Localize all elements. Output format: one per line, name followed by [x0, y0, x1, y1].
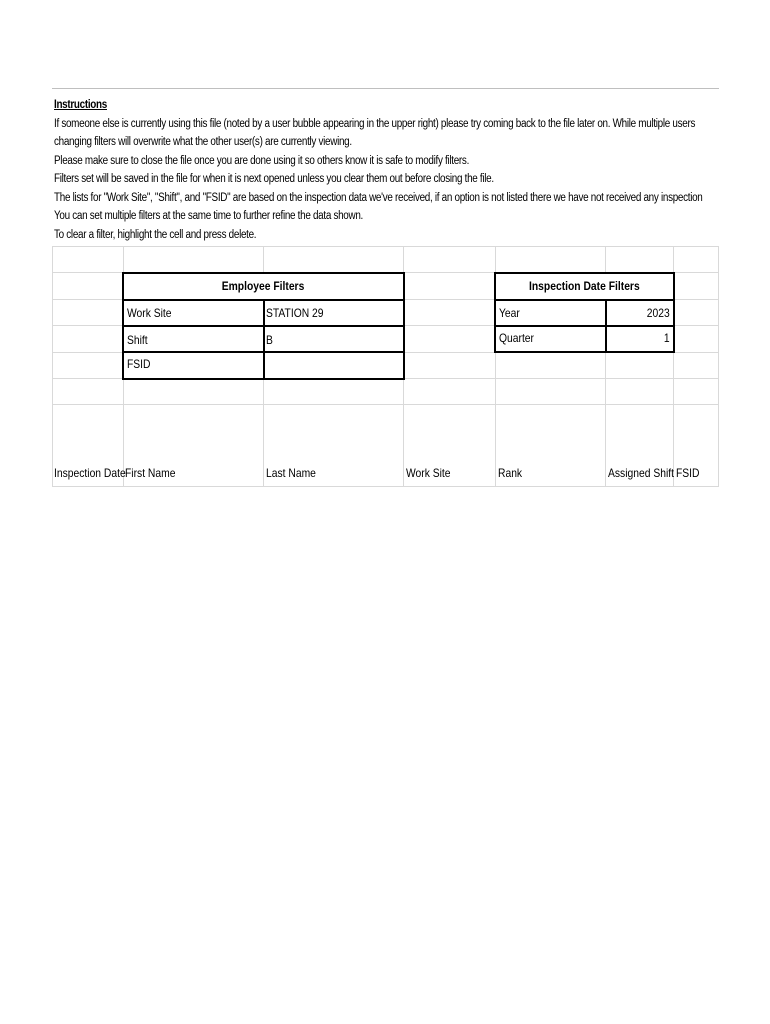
column-header-first-name: First Name [125, 466, 176, 480]
shift-value-cell[interactable]: B [266, 333, 273, 347]
instruction-line: To clear a filter, highlight the cell and press delete. [54, 228, 257, 241]
instruction-line: changing filters will overwrite what the other user(s) are currently viewing. [54, 136, 352, 148]
instruction-line: Please make sure to close the file once you are done using it so others know it is safe to modify filters. [54, 154, 470, 167]
quarter-label: Quarter [499, 331, 534, 345]
column-header-assigned-shift: Assigned Shift [608, 466, 674, 480]
year-label: Year [499, 306, 520, 320]
instruction-line: Filters set will be saved in the file for when it is next opened unless you clear them out before closing the file. [54, 173, 494, 185]
work-site-label: Work Site [127, 306, 172, 320]
fsid-label: FSID [127, 357, 151, 371]
quarter-value-cell[interactable]: 1 [664, 331, 670, 345]
year-value-cell[interactable]: 2023 [647, 306, 670, 320]
shift-label: Shift [127, 333, 148, 347]
instructions-heading: Instructions [54, 99, 107, 111]
employee-filters-title: Employee Filters [222, 279, 305, 293]
work-site-value-cell[interactable]: STATION 29 [266, 306, 324, 320]
column-header-work-site: Work Site [406, 466, 451, 480]
column-header-inspection-date: Inspection Date [54, 466, 126, 480]
column-header-fsid: FSID [676, 466, 700, 480]
instruction-line: If someone else is currently using this file (noted by a user bubble appearing in the upper right) please try coming back to the file later on. While multiple users [54, 117, 696, 130]
instruction-line: You can set multiple filters at the same time to further refine the data shown. [54, 210, 363, 222]
inspection-date-filters-title: Inspection Date Filters [529, 279, 640, 293]
column-header-rank: Rank [498, 466, 523, 480]
column-header-last-name: Last Name [266, 466, 316, 480]
instruction-line: The lists for "Work Site", "Shift", and "FSID" are based on the inspection data we've received, if an option is not listed there we have not received any inspection [54, 191, 703, 204]
fsid-value-cell[interactable] [266, 353, 403, 377]
